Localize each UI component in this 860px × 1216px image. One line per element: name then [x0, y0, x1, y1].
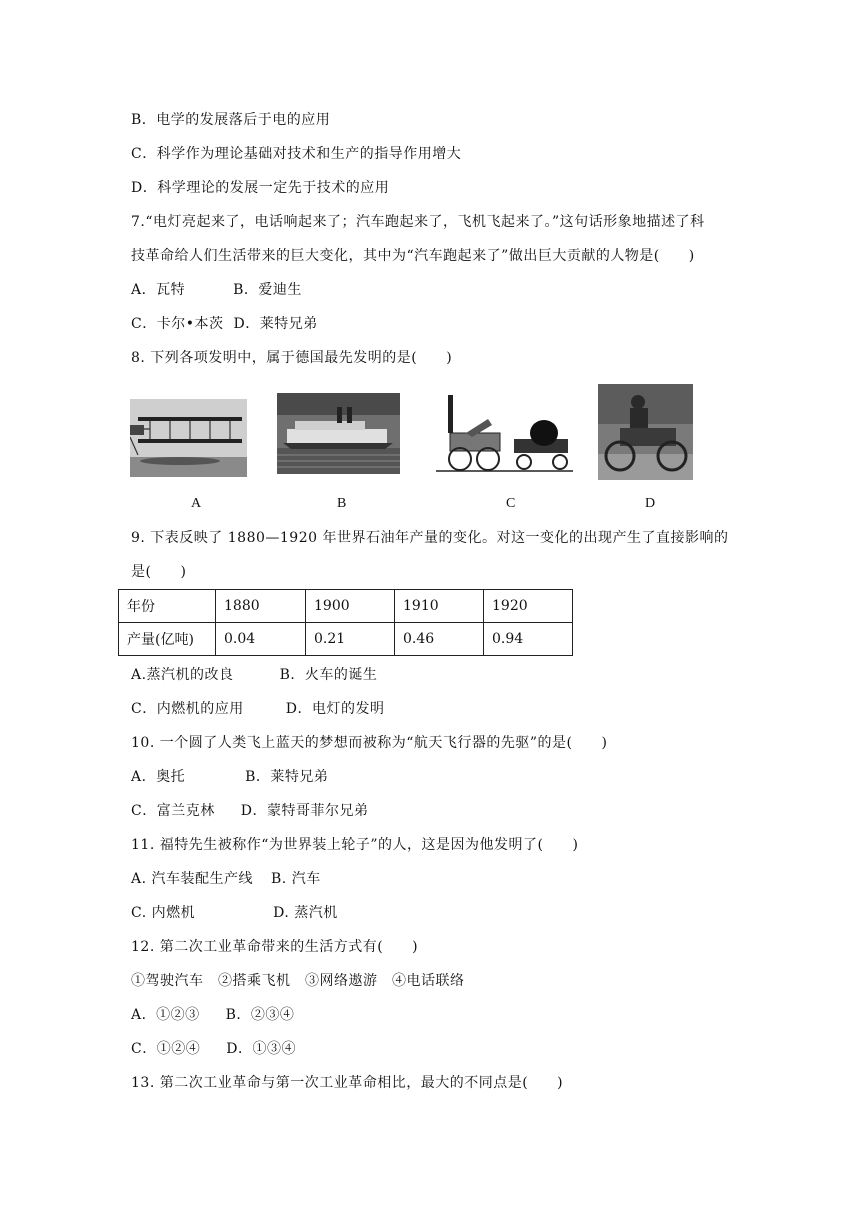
q9-options-row1 — [131, 665, 377, 685]
q8-stem: 8. 下列各项发明中，属于德国最先发明的是( ) — [131, 350, 453, 366]
steamboat-image — [277, 393, 400, 474]
image-caption-d: D — [645, 496, 656, 511]
q9-stem-line1: 9. 下表反映了 1880—1920 年世界石油年产量的变化。对这一变化的出现产生了直接影响的 — [131, 530, 729, 546]
q10-stem: 10. 一个圆了人类飞上蓝天的梦想而被称为“航天飞行器的先驱”的是( ) — [131, 735, 608, 751]
image-caption-b: B — [337, 496, 347, 511]
q9-option-a: A.蒸汽机的改良 — [131, 667, 234, 683]
automobile-image — [598, 384, 693, 480]
q7-options-row2 — [131, 314, 318, 334]
automobile-icon — [598, 384, 693, 480]
q12-items: ①驾驶汽车 ②搭乘飞机 ③网络遨游 ④电话联络 — [131, 973, 465, 989]
oil-production-table — [118, 589, 573, 656]
q7-option-b: B．爱迪生 — [233, 282, 302, 298]
table-cell: 0.04 — [216, 623, 306, 656]
table-row — [119, 623, 573, 656]
q11-option-d: D. 蒸汽机 — [273, 905, 338, 921]
biplane-image — [130, 399, 247, 477]
q11-stem: 11. 福特先生被称作“为世界装上轮子”的人，这是因为他发明了( ) — [131, 837, 579, 853]
q7-option-a: A．瓦特 — [131, 282, 186, 298]
q9-options-row2 — [131, 699, 384, 719]
table-cell: 0.46 — [395, 623, 484, 656]
q6-option-b: B．电学的发展落后于电的应用 — [131, 112, 331, 128]
steamboat-icon — [277, 393, 400, 474]
table-cell: 1920 — [484, 590, 573, 623]
q10-options-row2 — [131, 801, 368, 821]
q7-stem-line2: 技革命给人们生活带来的巨大变化，其中为“汽车跑起来了”做出巨大贡献的人物是( ) — [131, 248, 695, 264]
locomotive-image — [436, 395, 573, 475]
q11-options-row1 — [131, 869, 321, 889]
q6-option-c: C．科学作为理论基础对技术和生产的指导作用增大 — [131, 146, 462, 162]
q10-option-a: A．奥托 — [131, 769, 186, 785]
q7-option-d: D．莱特兄弟 — [233, 316, 318, 332]
q7-stem-line1: 7.“电灯亮起来了，电话响起来了；汽车跑起来了，飞机飞起来了。”这句话形象地描述了科 — [131, 214, 705, 230]
q13-stem: 13. 第二次工业革命与第一次工业革命相比，最大的不同点是( ) — [131, 1075, 564, 1091]
table-cell: 年份 — [119, 590, 216, 623]
q12-option-d: D．①③④ — [226, 1041, 296, 1057]
locomotive-icon — [436, 395, 573, 475]
q12-option-b: B．②③④ — [225, 1007, 295, 1023]
q7-options-row1 — [131, 280, 302, 300]
table-row — [119, 590, 573, 623]
q11-option-b: B. 汽车 — [271, 871, 321, 887]
biplane-icon — [130, 399, 247, 477]
q9-option-d: D．电灯的发明 — [285, 701, 385, 717]
q12-options-row2 — [131, 1039, 296, 1059]
q10-option-c: C．富兰克林 — [131, 803, 215, 819]
q7-option-c: C．卡尔•本茨 — [131, 316, 224, 332]
q12-option-a: A．①②③ — [131, 1007, 200, 1023]
q12-option-c: C．①②④ — [131, 1041, 201, 1057]
q12-stem: 12. 第二次工业革命带来的生活方式有( ) — [131, 939, 419, 955]
table-cell: 产量(亿吨) — [119, 623, 216, 656]
q10-option-b: B．莱特兄弟 — [245, 769, 329, 785]
q10-options-row1 — [131, 767, 328, 787]
q9-stem-line2: 是( ) — [131, 564, 187, 580]
q11-option-c: C. 内燃机 — [131, 905, 196, 921]
image-caption-c: C — [506, 496, 516, 511]
q11-options-row2 — [131, 903, 338, 923]
q6-option-d: D．科学理论的发展一定先于技术的应用 — [131, 180, 390, 196]
q11-option-a: A. 汽车装配生产线 — [131, 871, 254, 887]
q9-option-b: B．火车的诞生 — [279, 667, 378, 683]
q9-option-c: C．内燃机的应用 — [131, 701, 244, 717]
table-cell: 0.21 — [306, 623, 395, 656]
table-cell: 0.94 — [484, 623, 573, 656]
q12-options-row1 — [131, 1005, 294, 1025]
table-cell: 1910 — [395, 590, 484, 623]
table-cell: 1900 — [306, 590, 395, 623]
image-caption-a: A — [191, 496, 202, 511]
q10-option-d: D．蒙特哥菲尔兄弟 — [240, 803, 369, 819]
table-cell: 1880 — [216, 590, 306, 623]
